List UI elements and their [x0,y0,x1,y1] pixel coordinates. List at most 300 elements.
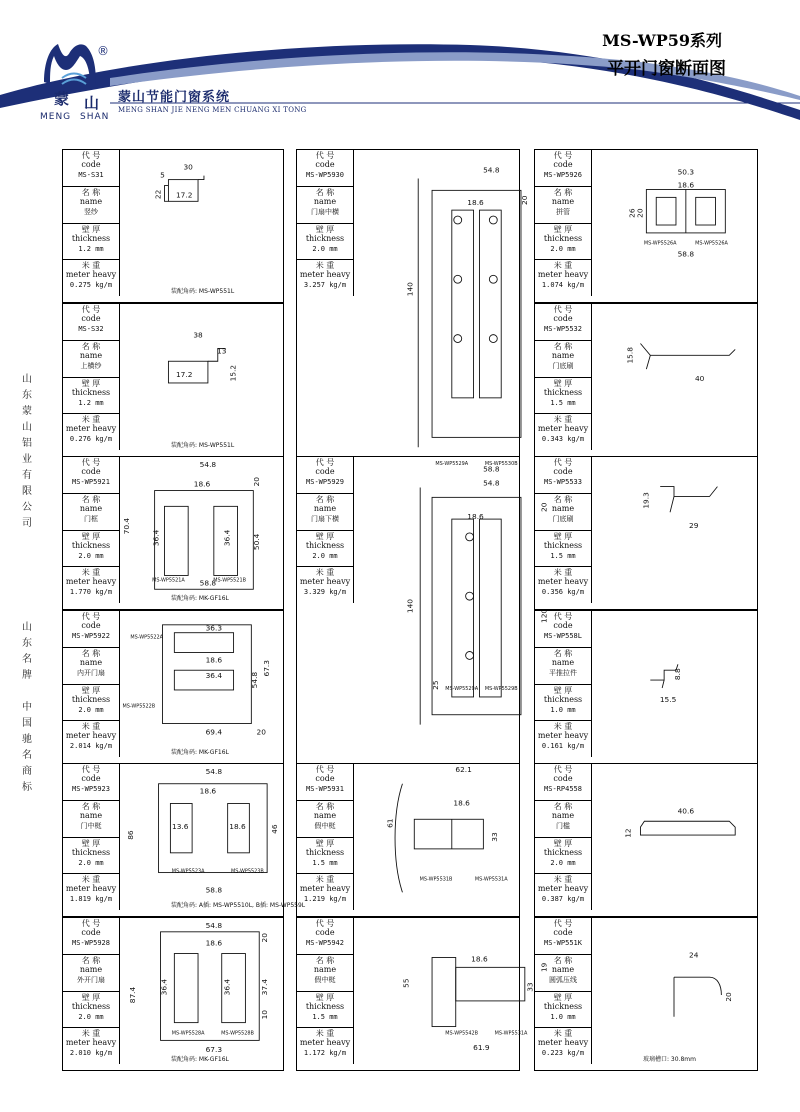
info-value-weight: 2.014 kg/m [69,742,113,751]
dimension-label: 54.8 [483,478,500,488]
dimension-label: 33 [525,982,535,992]
info-label-en: meter heavy [65,424,117,434]
info-value-code: MS-WP5532 [544,325,582,333]
info-label-en: meter heavy [299,577,351,587]
dimension-label: 24 [689,950,699,960]
profile-info-column [535,304,592,450]
part-number-label: MS-WP5521B [213,577,246,584]
info-label-cn: 壁 厚 [553,378,573,388]
info-label-cn: 壁 厚 [553,838,573,848]
dimension-label: 36.4 [222,529,232,547]
profile-drawing [591,304,757,456]
info-label-en: thickness [305,1001,345,1011]
info-label-cn: 代 号 [81,612,101,621]
info-row-code [297,457,353,494]
info-row-thickness [535,838,591,875]
dimension-label: 18.6 [677,180,695,190]
profile-drawing [591,457,757,609]
info-row-weight [63,567,119,604]
info-row-name [535,341,591,378]
info-value-weight: 3.329 kg/m [303,588,347,597]
info-label-en: thickness [543,847,583,857]
dimension-label: 36.3 [205,623,223,633]
info-row-thickness [535,685,591,722]
info-row-thickness [297,531,353,568]
info-value-code: MS-WP5928 [72,939,110,947]
profile-section-svg [591,764,757,916]
info-value-name: 门中梃 [80,821,102,830]
info-label-en: code [553,621,573,630]
info-label-en: meter heavy [537,424,589,434]
info-row-name [63,494,119,531]
dimension-label: 62.1 [455,764,472,774]
info-label-cn: 壁 厚 [315,531,335,541]
info-label-cn: 米 重 [81,568,101,578]
dimension-label: 15.2 [228,364,238,382]
info-value-thickness: 1.0 mm [550,705,576,714]
profile-info-column [297,150,354,296]
info-label-cn: 代 号 [315,458,335,467]
dimension-label: 20 [252,476,262,487]
part-number-label: MS-WP5531A [494,1030,528,1037]
dimension-label: 19.3 [641,492,651,509]
info-row-code [63,764,119,801]
dimension-label: 40 [694,373,705,383]
info-label-cn: 米 重 [553,568,573,578]
info-row-thickness [297,224,353,261]
info-label-cn: 壁 厚 [81,531,101,541]
part-number-label: MS-WP5531A [474,876,508,883]
info-row-thickness [63,531,119,568]
info-label-en: thickness [543,694,583,704]
brand-pinyin: MENG SHAN JIE NENG MEN CHUANG XI TONG [118,106,307,114]
info-label-en: meter heavy [65,577,117,587]
dimension-label: 18.6 [467,512,484,522]
profile-drawing [353,764,519,916]
dimension-label: 40.6 [677,806,695,816]
info-label-cn: 米 重 [553,875,573,885]
info-label-en: thickness [543,387,583,397]
info-label-cn: 米 重 [553,415,573,425]
info-row-weight [63,260,119,297]
info-value-name: 门槛 [556,821,570,830]
info-value-code: MS-WP5931 [306,785,344,793]
profile-section-svg [119,150,283,302]
info-row-weight [63,721,119,758]
info-value-thickness: 1.5 mm [312,858,338,867]
profile-info-column [63,150,120,296]
info-row-name [63,187,119,224]
info-row-code [63,611,119,648]
part-number-label: MS-WP5523B [231,868,264,875]
info-row-weight [535,414,591,451]
info-row-code [297,764,353,801]
info-value-code: MS-WP5926 [544,171,582,179]
series-title: MS-WP59系列 [602,31,722,50]
info-row-code [535,304,591,341]
info-value-name: 假中梃 [314,975,336,984]
info-value-thickness: 1.5 mm [312,1012,338,1021]
dimension-label: 20 [260,933,270,943]
logo-en-left: MENG [40,112,72,122]
dimension-label: 50.3 [677,167,695,177]
info-row-thickness [535,378,591,415]
side-brand-2: 中国驰名商标 [22,702,32,793]
info-label-en: name [313,810,337,820]
info-label-en: name [551,810,575,820]
profile-drawing [119,457,283,609]
dimension-label: 20 [724,992,734,1002]
info-label-en: meter heavy [299,884,351,894]
info-row-name [63,955,119,992]
info-row-name [535,494,591,531]
profile-section-svg [591,150,757,302]
info-label-en: thickness [71,847,111,857]
profile-drawing [119,764,283,916]
info-value-weight: 0.276 kg/m [69,435,113,444]
dimension-label: 18.6 [199,786,217,796]
dimension-label: 18.6 [205,938,223,948]
info-value-code: MS-WP5923 [72,785,110,793]
profile-card [534,303,758,457]
info-row-weight [297,260,353,297]
info-label-en: code [553,160,573,169]
info-label-en: thickness [71,1001,111,1011]
info-value-name: 圆弧压线 [549,975,577,984]
profile-info-column [535,608,592,757]
info-row-code [63,457,119,494]
dimension-label: 67.3 [205,1045,223,1055]
info-label-cn: 壁 厚 [315,992,335,1002]
dimension-label: 54.8 [205,920,223,930]
profile-drawing [119,304,283,456]
info-label-en: name [551,196,575,206]
info-label-cn: 米 重 [553,722,573,732]
profile-card [62,917,284,1071]
dimension-label: 15.5 [659,694,677,704]
info-label-cn: 代 号 [553,305,573,314]
info-value-weight: 0.161 kg/m [541,742,585,751]
assembly-note: 装配角码: A插: MS-WP5510L, B插: MS-WP559L [171,902,306,909]
dimension-label: 18.6 [471,954,488,964]
info-label-en: name [551,350,575,360]
dimension-label: 20 [635,208,645,218]
profile-card [296,149,529,468]
dimension-label: 12 [623,828,633,838]
info-label-cn: 米 重 [553,261,573,271]
assembly-note: 装配角码: MS-WP551L [171,288,235,295]
info-row-name [535,955,591,992]
info-label-cn: 名 称 [553,187,573,197]
info-row-code [297,918,353,955]
profile-card [534,610,758,764]
dimension-label: 29 [689,521,699,531]
profile-card [534,149,758,303]
info-label-en: name [79,810,103,820]
info-value-thickness: 2.0 mm [78,858,104,867]
assembly-note: 装配角码: MS-WP551L [171,442,235,449]
info-value-name: 假中梃 [314,821,336,830]
info-label-cn: 米 重 [81,1029,101,1039]
info-row-thickness [535,531,591,568]
info-value-code: MS-RP4558 [544,785,582,793]
dimension-label: 54.8 [205,766,223,776]
info-row-code [63,304,119,341]
info-value-weight: 1.172 kg/m [303,1049,347,1058]
profile-drawing [591,150,757,302]
info-value-weight: 0.223 kg/m [541,1049,585,1058]
dimension-label: 18.6 [467,198,484,208]
profile-card [62,763,306,917]
info-row-name [63,801,119,838]
info-label-cn: 代 号 [553,151,573,160]
info-label-en: code [553,928,573,937]
info-label-cn: 代 号 [81,919,101,928]
info-label-en: code [81,774,101,783]
info-label-en: code [553,314,573,323]
dimension-label: 58.8 [483,464,500,474]
info-row-name [535,801,591,838]
info-value-thickness: 1.2 mm [78,398,104,407]
info-label-en: name [313,196,337,206]
info-label-cn: 米 重 [315,1029,335,1039]
dimension-label: 87.4 [127,986,137,1004]
info-value-name: 竖纱 [84,207,98,216]
assembly-note: 装配角码: MK-GF16L [171,595,229,602]
dimension-label: 26 [627,208,637,218]
info-label-en: code [553,467,573,476]
info-value-code: MS-WP5921 [72,478,110,486]
info-label-cn: 米 重 [315,261,335,271]
profile-drawing [119,918,283,1070]
profile-card [62,303,284,457]
info-row-weight [297,567,353,604]
info-value-thickness: 2.0 mm [312,551,338,560]
dimension-label: 55 [401,978,411,988]
profile-section-svg [353,150,529,468]
dimension-label: 22 [153,189,163,200]
dimension-label: 13.6 [172,822,189,832]
info-row-weight [535,567,591,604]
info-label-cn: 名 称 [553,955,573,965]
info-value-weight: 0.387 kg/m [541,895,585,904]
profile-info-column [535,918,592,1064]
info-label-en: thickness [305,847,345,857]
page-title: 平开门窗断面图 [607,59,726,79]
info-label-cn: 米 重 [81,875,101,885]
info-row-code [535,608,591,648]
info-label-cn: 名 称 [553,494,573,504]
info-label-en: name [313,964,337,974]
info-value-code: MS-S32 [78,325,104,333]
info-label-en: thickness [71,233,111,243]
info-value-weight: 0.275 kg/m [69,281,113,290]
info-value-thickness: 1.0 mm [550,1012,576,1021]
info-label-en: meter heavy [537,884,589,894]
info-value-name: 门扇中横 [311,207,339,216]
profile-card [296,456,549,764]
info-label-cn: 代 号 [315,151,335,160]
info-value-thickness: 2.0 mm [550,244,576,253]
info-label-cn: 名 称 [553,341,573,351]
info-label-en: name [313,503,337,513]
info-label-en: thickness [543,233,583,243]
info-label-en: meter heavy [299,270,351,280]
info-value-weight: 2.010 kg/m [69,1049,113,1058]
info-label-cn: 代 号 [81,458,101,467]
info-row-name [63,648,119,685]
profile-card [62,149,284,303]
info-label-en: meter heavy [537,577,589,587]
part-number-label: MS-WP5522A [130,634,164,641]
logo-char-right: 山 [84,94,100,112]
profile-info-column [297,764,354,910]
dimension-label: 69.4 [205,727,223,737]
info-label-cn: 壁 厚 [553,224,573,234]
part-number-label: MS-WP5528A [171,1030,205,1037]
info-label-cn: 名 称 [553,648,573,658]
profile-card [534,763,758,917]
info-label-cn: 代 号 [553,765,573,774]
info-row-weight [63,1028,119,1065]
profile-section-svg [119,457,283,609]
info-label-cn: 代 号 [81,151,101,160]
info-value-name: 门底刷 [552,361,574,370]
profile-info-column [63,304,120,450]
dimension-label: 38 [193,330,203,340]
info-value-weight: 0.343 kg/m [541,435,585,444]
profile-section-svg [353,918,549,1070]
profile-section-svg [591,918,757,1070]
info-row-thickness [63,224,119,261]
info-label-cn: 名 称 [81,187,101,197]
info-label-cn: 代 号 [315,765,335,774]
profile-card [534,456,758,610]
info-row-thickness [63,685,119,722]
info-row-name [63,341,119,378]
info-label-en: meter heavy [537,731,589,741]
profile-info-column [63,918,120,1064]
info-value-thickness: 2.0 mm [78,705,104,714]
info-row-thickness [63,378,119,415]
dimension-label: 33 [490,832,500,842]
info-row-thickness [297,838,353,875]
info-value-name: 门底刷 [552,514,574,523]
dimension-label: 67.3 [262,660,272,677]
info-label-cn: 米 重 [553,1029,573,1039]
dimension-label: 54.8 [250,671,260,689]
dimension-label: 58.8 [205,885,223,895]
info-value-code: MS-WP5942 [306,939,344,947]
profile-card [62,610,284,764]
info-value-thickness: 1.5 mm [550,398,576,407]
profile-card [296,763,520,917]
info-label-en: code [81,314,101,323]
dimension-label: 17.2 [175,370,193,380]
profile-drawing [353,457,549,763]
info-row-code [535,764,591,801]
info-value-weight: 1.770 kg/m [69,588,113,597]
info-label-en: code [81,467,101,476]
part-number-label: MS-WP5529A [435,461,469,468]
info-label-en: name [79,350,103,360]
part-number-label: MS-WP5542B [445,1030,479,1037]
dimension-label: 5 [160,170,165,180]
profile-drawing [591,611,757,763]
info-label-cn: 名 称 [315,801,335,811]
profile-section-svg [119,304,283,456]
dimension-label: 58.8 [199,578,217,588]
side-brand-1: 山东名牌 [22,622,32,681]
dimension-label: 61 [385,818,395,828]
dimension-label: 20 [519,195,529,205]
part-number-label: MS-WP5531B [419,876,453,883]
info-label-cn: 米 重 [315,875,335,885]
dimension-label: 61.9 [473,1043,490,1053]
info-label-en: thickness [543,540,583,550]
info-row-code [535,918,591,955]
info-label-cn: 代 号 [81,305,101,314]
info-label-en: name [551,657,575,667]
info-label-cn: 米 重 [81,261,101,271]
info-label-cn: 名 称 [81,648,101,658]
info-label-en: name [79,196,103,206]
page-header [0,0,800,135]
dimension-label: 15.8 [625,347,635,364]
info-value-name: 平推拉件 [549,668,577,677]
info-label-en: thickness [543,1001,583,1011]
info-row-thickness [63,992,119,1029]
dimension-label: 18.6 [453,798,470,808]
info-label-cn: 代 号 [553,612,573,621]
dimension-label: 18.6 [229,822,246,832]
profile-info-column [63,457,120,603]
info-value-thickness: 2.0 mm [312,244,338,253]
info-label-en: meter heavy [65,270,117,280]
info-label-cn: 壁 厚 [81,378,101,388]
info-label-cn: 代 号 [81,765,101,774]
profile-section-svg [591,611,757,763]
info-row-name [297,187,353,224]
dimension-label: 18.6 [193,479,211,489]
info-label-cn: 名 称 [81,801,101,811]
dimension-label: 58.8 [677,249,695,259]
dimension-label: 10 [260,1010,270,1020]
dimension-label: 36.4 [151,529,161,547]
info-value-weight: 3.257 kg/m [303,281,347,290]
info-row-name [297,955,353,992]
profile-section-svg [119,611,283,763]
logo-char-left: 蒙 [54,90,70,108]
info-label-cn: 名 称 [81,955,101,965]
info-label-en: thickness [305,540,345,550]
info-value-name: 门框 [84,514,98,523]
info-label-en: code [81,928,101,937]
info-value-weight: 1.819 kg/m [69,895,113,904]
info-label-en: meter heavy [537,270,589,280]
dimension-label: 120 [539,608,549,623]
profile-card [534,917,758,1071]
profile-card [296,917,549,1071]
info-label-en: code [553,774,573,783]
side-company: 山东蒙山铝业有限公司 [22,374,32,529]
info-label-en: code [315,160,335,169]
profile-info-column [535,764,592,910]
assembly-note: 装配角码: MK-GF16L [171,1056,229,1063]
profile-drawing [353,918,549,1070]
info-label-cn: 壁 厚 [81,685,101,695]
info-row-weight [535,260,591,297]
